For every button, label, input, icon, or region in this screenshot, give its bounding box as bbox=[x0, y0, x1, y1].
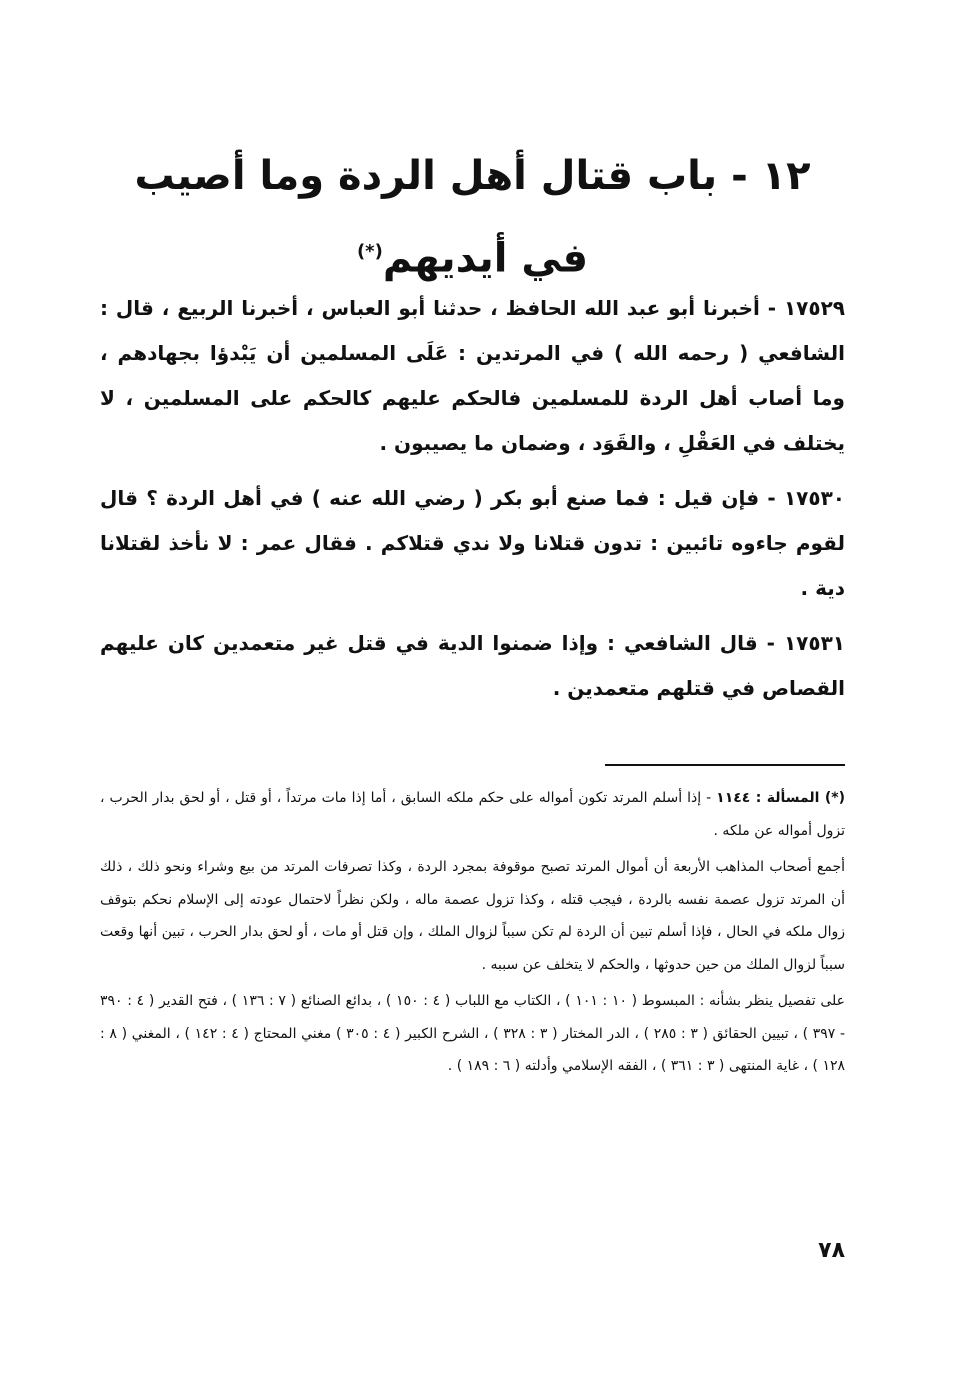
hadith-number: ١٧٥٣٠ bbox=[783, 486, 845, 510]
chapter-title-line-2-text: في أيديهم bbox=[382, 235, 589, 282]
hadith-number: ١٧٥٣١ bbox=[783, 631, 846, 655]
chapter-title-line-1: ١٢ - باب قتال أهل الردة وما أصيب bbox=[134, 153, 811, 199]
page-number: ٧٨ bbox=[818, 1238, 845, 1263]
hadith-text: - فإن قيل : فما صنع أبو بكر ( رضي الله عنه ) في أهل الردة ؟ قال لقوم جاءوه تائبين : تدون قتلانا ولا ندي قتلاكم . فقال عمر : لا نأخذ لقتلانا دية . bbox=[100, 486, 845, 600]
footnote-1 bbox=[100, 782, 845, 847]
footnotes bbox=[100, 782, 845, 1087]
footnote-label: (*) المسألة : ١١٤٤ bbox=[716, 790, 846, 806]
hadith-number: ١٧٥٢٩ bbox=[783, 296, 845, 320]
hadith-text: - أخبرنا أبو عبد الله الحافظ ، حدثنا أبو العباس ، أخبرنا الربيع ، قال : الشافعي ( رحمه الله ) في المرتدين : عَلَى المسلمين أن يَبْدؤا بجهادهم ، وما أصاب أهل الردة للمسلمين فالحكم عليهم كالحكم على المسلمين ، لا يختلف في العَقْلِ ، والقَوَد ، وضمان ما يصيبون . bbox=[100, 296, 845, 455]
footnote-marker[interactable]: (*) bbox=[356, 241, 383, 262]
hadith-paragraph-17529 bbox=[100, 286, 845, 466]
hadith-text: - قال الشافعي : وإذا ضمنوا الدية في قتل غير متعمدين كان عليهم القصاص في قتلهم متعمدين . bbox=[100, 631, 845, 700]
footnote-3: على تفصيل ينظر بشأنه : المبسوط ( ١٠ : ١٠١ ) ، الكتاب مع اللباب ( ٤ : ١٥٠ ) ، بدائع الصنائع ( ٧ : ١٣٦ ) ، فتح القدير ( ٤ : ٣٩٠ - ٣٩٧ ) ، تبيين الحقائق ( ٣ : ٢٨٥ ) ، الدر المختار ( ٣ : ٣٢٨ ) ، الشرح الكبير ( ٤ : ٣٠٥ ) مغني المحتاج ( ٤ : ١٤٢ ) ، المغني ( ٨ : ١٢٨ ) ، غاية المنتهى ( ٣ : ٣٦١ ) ، الفقه الإسلامي وأدلته ( ٦ : ١٨٩ ) . bbox=[100, 993, 846, 1074]
chapter-title bbox=[100, 138, 845, 296]
hadith-paragraph-17531 bbox=[100, 621, 845, 711]
footnote-divider bbox=[605, 764, 845, 766]
footnote-text: - إذا أسلم المرتد تكون أمواله على حكم ملكه السابق ، أما إذا مات مرتداً ، أو قتل ، أو لحق بدار الحرب ، تزول أمواله عن ملكه . bbox=[100, 790, 845, 839]
hadith-paragraph-17530 bbox=[100, 476, 845, 611]
footnote-2: أجمع أصحاب المذاهب الأربعة أن أموال المرتد تصبح موقوفة بمجرد الردة ، وكذا تصرفات المرتد من بيع وشراء ونحو ذلك ، ذلك أن المرتد تزول عصمة نفسه بالردة ، فيجب قتله ، وكذا تزول عصمة ماله ، ولكن نظراً لاحتمال عودته إلى الإسلام نحكم بتوقف زوال ملكه في الحال ، فإذا أسلم تبين أن الردة لم تكن سبباً لزوال الملك ، وإن قتل أو مات ، أو لحق بدار الحرب ، تبين أنها وقعت سبباً لزوال الملك من حين حدوثها ، والحكم لا يتخلف عن سببه . bbox=[100, 859, 845, 973]
main-text bbox=[100, 286, 845, 721]
chapter-title-line-2 bbox=[100, 214, 845, 296]
book-page bbox=[100, 0, 845, 1378]
